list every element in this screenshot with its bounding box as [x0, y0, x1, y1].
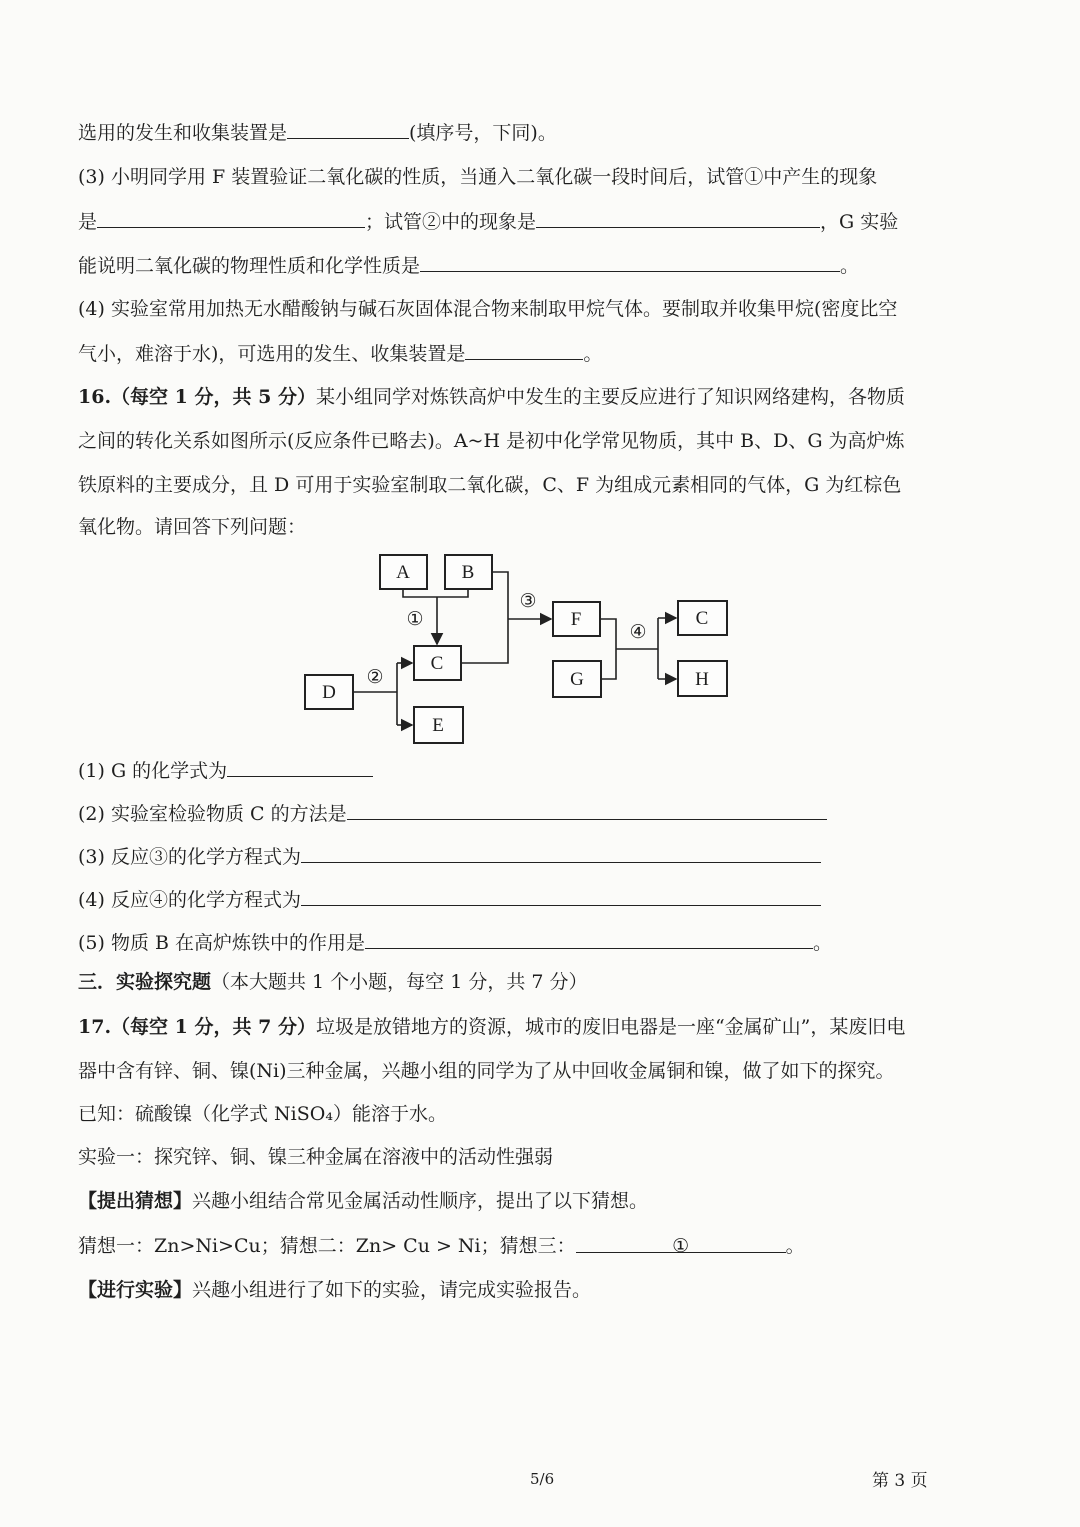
reaction-network-diagram [300, 545, 740, 747]
reaction-3-label: ③ [519, 591, 537, 612]
q16-sub-1: (1) G 的化学式为 [78, 756, 1010, 785]
node-d-label: D [322, 682, 336, 703]
reaction-1-label: ① [406, 609, 424, 630]
q16-line-1: 16.（每空 1 分，共 5 分）某小组同学对炼铁高炉中发生的主要反应进行了知识网络建构，各物质 [78, 386, 905, 408]
answer-blank[interactable] [420, 251, 840, 272]
bracket-f-g [600, 619, 616, 679]
q16-sub-2: (2) 实验室检验物质 C 的方法是 [78, 799, 1010, 828]
node-c-right-label: C [695, 608, 709, 629]
answer-blank[interactable] [465, 339, 583, 360]
section-3-heading: 三．实验探究题（本大题共 1 个小题，每空 1 分，共 7 分） [78, 971, 588, 993]
reaction-2-label: ② [366, 667, 384, 688]
answer-blank[interactable] [227, 756, 373, 777]
q16-sub-4: (4) 反应④的化学方程式为 [78, 885, 1010, 914]
node-a-label: A [396, 562, 410, 583]
node-g-label: G [570, 669, 584, 690]
q16-line-2: 之间的转化关系如图所示(反应条件已略去)。A~H 是初中化学常见物质，其中 B、D、G 为高炉炼 [78, 430, 905, 452]
q15-line-1: 选用的发生和收集装置是 (填序号，下同)。 [78, 118, 1010, 147]
q15-p3-line-1: (3) 小明同学用 F 装置验证二氧化碳的性质，当通入二氧化碳一段时间后，试管①中产生的现象 [78, 166, 878, 188]
q15-p3-line-2: 是 ；试管②中的现象是 ，G 实验 [78, 207, 1010, 236]
answer-blank[interactable] [536, 207, 820, 228]
reaction-4-label: ④ [629, 622, 647, 643]
q15-p4-line-2: 气小，难溶于水)，可选用的发生、收集装置是 。 [78, 339, 1010, 368]
answer-blank[interactable] [301, 842, 821, 863]
q15-p3-line-3: 能说明二氧化碳的物理性质和化学性质是 。 [78, 251, 1010, 280]
q17-line-5: 【提出猜想】兴趣小组结合常见金属活动性顺序，提出了以下猜想。 [78, 1190, 649, 1212]
q15-p4-line-1: (4) 实验室常用加热无水醋酸钠与碱石灰固体混合物来制取甲烷气体。要制取并收集甲烷(密度比空 [78, 298, 898, 320]
bracket-a-b [403, 589, 468, 597]
answer-blank[interactable] [97, 207, 365, 228]
q17-line-1: 17.（每空 1 分，共 7 分）垃圾是放错地方的资源，城市的废旧电器是一座“金属矿山”，某废旧电 [78, 1016, 906, 1038]
q16-sub-5: (5) 物质 B 在高炉炼铁中的作用是 。 [78, 928, 1010, 957]
answer-blank[interactable] [365, 928, 813, 949]
answer-blank[interactable] [287, 118, 409, 139]
answer-blank[interactable]: ① [576, 1232, 786, 1253]
q17-line-6: 猜想一：Zn>Ni>Cu；猜想二：Zn> Cu > Ni；猜想三： ① 。 [78, 1232, 1010, 1260]
page-number: 5/6 [530, 1470, 555, 1488]
node-h-label: H [695, 669, 709, 690]
q17-line-2: 器中含有锌、铜、镍(Ni)三种金属，兴趣小组的同学为了从中回收金属铜和镍，做了如下的探究。 [78, 1060, 895, 1082]
answer-blank[interactable] [347, 799, 827, 820]
node-f-label: F [570, 609, 582, 630]
answer-blank[interactable] [301, 885, 821, 906]
q17-line-7: 【进行实验】兴趣小组进行了如下的实验，请完成实验报告。 [78, 1279, 592, 1301]
corner-page-label: 第 3 页 [872, 1471, 928, 1491]
node-e-label: E [432, 715, 444, 736]
q17-line-4: 实验一：探究锌、铜、镍三种金属在溶液中的活动性强弱 [78, 1146, 554, 1168]
q16-sub-3: (3) 反应③的化学方程式为 [78, 842, 1010, 871]
node-b-label: B [461, 562, 475, 583]
q17-line-3: 已知：硫酸镍（化学式 NiSO₄）能溶于水。 [78, 1103, 447, 1125]
q16-line-3: 铁原料的主要成分，且 D 可用于实验室制取二氧化碳，C、F 为组成元素相同的气体，G 为红棕色 [78, 474, 902, 496]
q16-line-4: 氧化物。请回答下列问题： [78, 516, 307, 538]
node-c-middle-label: C [430, 653, 444, 674]
